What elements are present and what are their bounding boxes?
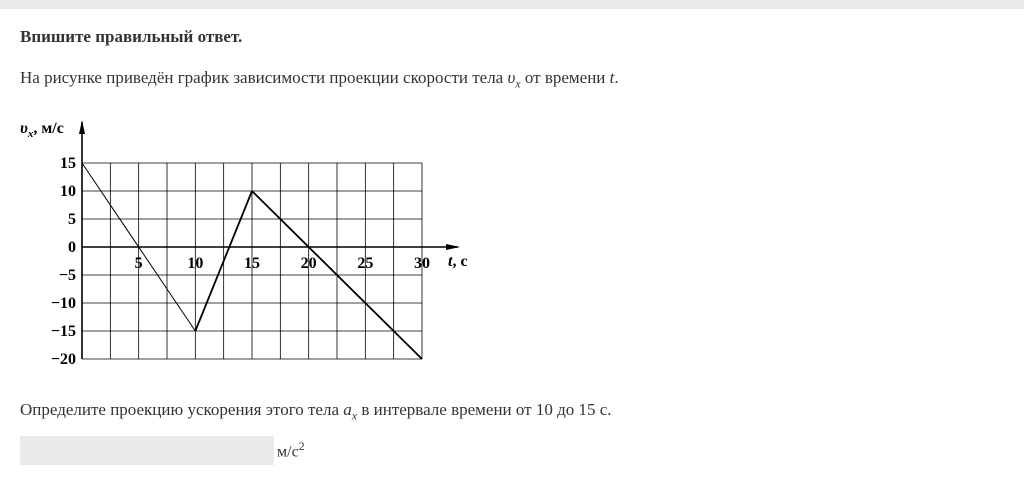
- y-axis-label-sub: x: [27, 128, 34, 140]
- answer-unit: [277, 439, 305, 461]
- x-axis-arrow: [446, 244, 460, 250]
- x-axis-label-unit: , с: [452, 253, 468, 270]
- y-axis-label: [20, 120, 64, 140]
- y-axis-label-var: υ: [20, 120, 28, 137]
- acceleration-variable: a: [343, 400, 352, 419]
- x-tick-label: 15: [244, 255, 260, 272]
- y-tick-labels: [51, 155, 76, 368]
- y-tick-label: 15: [60, 155, 76, 172]
- velocity-subscript: x: [515, 76, 521, 91]
- y-tick-label: −15: [50, 323, 76, 340]
- x-tick-labels: [135, 255, 430, 272]
- y-tick-label: 5: [68, 211, 76, 228]
- velocity-time-chart: [0, 108, 490, 370]
- unit-base: м/с: [277, 443, 299, 461]
- x-tick-label: 25: [357, 255, 374, 272]
- y-tick-label: 0: [68, 239, 76, 256]
- question-text-mid: от времени: [520, 68, 610, 87]
- prompt-text-after: в интервале времени от 10 до 15 с.: [357, 400, 612, 419]
- chart-axes: [79, 120, 460, 359]
- x-axis-label: [448, 253, 468, 270]
- x-tick-label: 20: [300, 255, 317, 272]
- y-tick-label: −20: [50, 351, 76, 368]
- x-tick-label: 5: [134, 255, 143, 272]
- prompt-text: [20, 400, 612, 423]
- y-tick-label: −10: [50, 295, 76, 312]
- instruction-text: Впишите правильный ответ.: [20, 27, 243, 46]
- question-text-before: На рисунке приведён график зависимости проекции скорости тела: [20, 68, 508, 87]
- chart-svg: [0, 108, 490, 370]
- x-axis-label-var: t: [448, 253, 453, 270]
- time-variable: t: [609, 68, 615, 87]
- velocity-variable: υ: [507, 68, 516, 87]
- acceleration-subscript: x: [351, 408, 358, 423]
- question-text-end: .: [614, 68, 619, 87]
- y-tick-label: 10: [60, 183, 76, 200]
- y-axis-arrow: [79, 120, 85, 134]
- prompt-text-before: Определите проекцию ускорения этого тела: [20, 400, 344, 419]
- x-tick-label: 30: [414, 255, 430, 272]
- top-bar: [0, 0, 1024, 9]
- y-tick-label: −5: [58, 267, 76, 284]
- unit-power: 2: [298, 439, 305, 453]
- x-tick-label: 10: [187, 255, 204, 272]
- y-axis-label-unit: , м/с: [33, 120, 64, 137]
- answer-input[interactable]: [20, 436, 274, 465]
- question-text: [20, 68, 619, 91]
